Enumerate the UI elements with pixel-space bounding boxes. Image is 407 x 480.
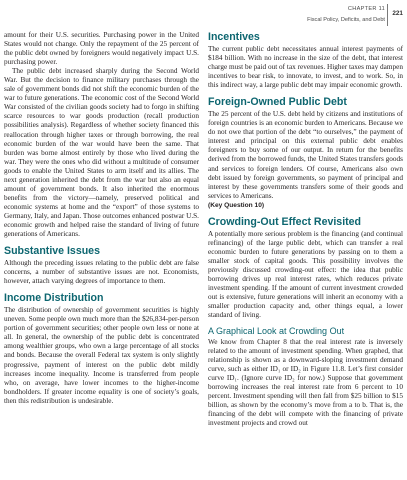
body-paragraph: A potentially more serious problem is the financing (and continual refinancing) of the large public debt, which can transfer a real economic burden to future generations by passing on to them a smaller stock of capital goods. This possibility involves the previously discussed crowding-out effect: the idea that public borrowing drives up real interest rates, which reduces private investment spending. If the amount of current investment crowded out is extensive, future generations will inherit an economy with a smaller production capacity and, other things equal, a lower standard of living. [208,229,403,320]
chapter-label: CHAPTER 11 [347,6,385,12]
subsection-heading: A Graphical Look at Crowding Out [208,326,345,337]
section-heading: Substantive Issues [4,245,100,258]
key-question-reference: (Key Question 10) [208,201,265,209]
body-paragraph: Although the preceding issues relating to the public debt are false concerns, a number of substantive issues are not. Economists, however, attach varying degrees of importance to them. [4,259,199,286]
body-paragraph: The public debt increased sharply during the Second World War. But the decision to finance military purchases through the sale of government bonds did not shift the economic burden of the war to future generations. The economic cost of the Second World War consisted of the civilian goods society had to forgo in shifting scarce resources to war goods production (recall production possibilities analysis). Regardless of whether society financed this reallocation through higher taxes or through borrowing, the real economic burden of the war would have been the same. That burden was borne almost entirely by those who lived during the war. They were the ones who did without a multitude of consumer goods to enable the United States to arm itself and its allies. The next generation inherited the debt from the war but also an equal amount of government bonds. It also inherited the enormous benefits from the victory—namely, preserved political and economic systems at home and the “export” of those systems to Germany, Italy, and Japan. Those outcomes enhanced postwar U.S. economic growth and helped raise the standard of living of future generations of Americans. [4,67,199,239]
header-divider [387,4,388,26]
running-title: Fiscal Policy, Deficits, and Debt [307,17,385,23]
right-text-column [208,31,403,428]
body-paragraph: amount for their U.S. securities. Purchasing power in the United States would not change. Only the repayment of the 25 percent of the public debt owned by foreigners would negatively impact U.S. purchasing power. [4,31,199,67]
page-header [203,4,403,30]
body-paragraph: The 25 percent of the U.S. debt held by citizens and institutions of foreign countries is an economic burden to Americans. Because we do not owe that portion of the debt “to ourselves,” the payment of interest and principal on this external public debt enables foreigners to buy some of our output. In return for the benefits derived from the borrowed funds, the United States transfers goods and services to foreign lenders. Of course, Americans also own debt issued by foreign governments, so payment of principal and interest by these governments transfers some of their goods and services to Americans. [208,110,403,200]
body-paragraph: We know from Chapter 8 that the real interest rate is inversely related to the amount of investment spending. When graphed, that relationship is shown as a downward-sloping investment demand curve, such as either ID₁ or ID₂ in Figure 11.8. Let’s first consider curve ID₁. (Ignore curve ID₂ for now.) Suppose that government borrowing increases the real interest rate from 6 percent to 10 percent. Investment spending will then fall from $25 billion to $15 billion, as shown by the economy’s move from a to b. That is, the financing of the debt will compete with the financing of private investment projects and crowd out [208,337,403,428]
section-heading: Crowding-Out Effect Revisited [208,215,362,228]
section-heading: Income Distribution [4,292,104,305]
section-heading: Incentives [208,31,260,43]
body-paragraph: The distribution of ownership of government securities is highly uneven. Some people own much more than the $26,834-per-person portion of government securities; other people own less or none at all. In general, the ownership of the public debt is concentrated among wealthier groups, who own a large percentage of all stocks and bonds. Because the overall Federal tax system is only slightly progressive, payment of interest on the public debt mildly increases income inequality. Income is transferred from people who, on average, have lower incomes to the higher-income bondholders. If greater income equality is one of society’s goals, then this redistribution is undesirable. [4,306,199,405]
left-text-column [4,31,199,406]
section-heading: Foreign-Owned Public Debt [208,96,347,109]
body-paragraph: The current public debt necessitates annual interest payments of $184 billion. With no increase in the size of the debt, that interest charge must be paid out of tax revenues. Higher taxes may dampen incentives to bear risk, to innovate, to invest, and to work. So, in this indirect way, a large public debt may impair economic growth. [208,45,403,90]
page-number: 221 [392,10,403,17]
